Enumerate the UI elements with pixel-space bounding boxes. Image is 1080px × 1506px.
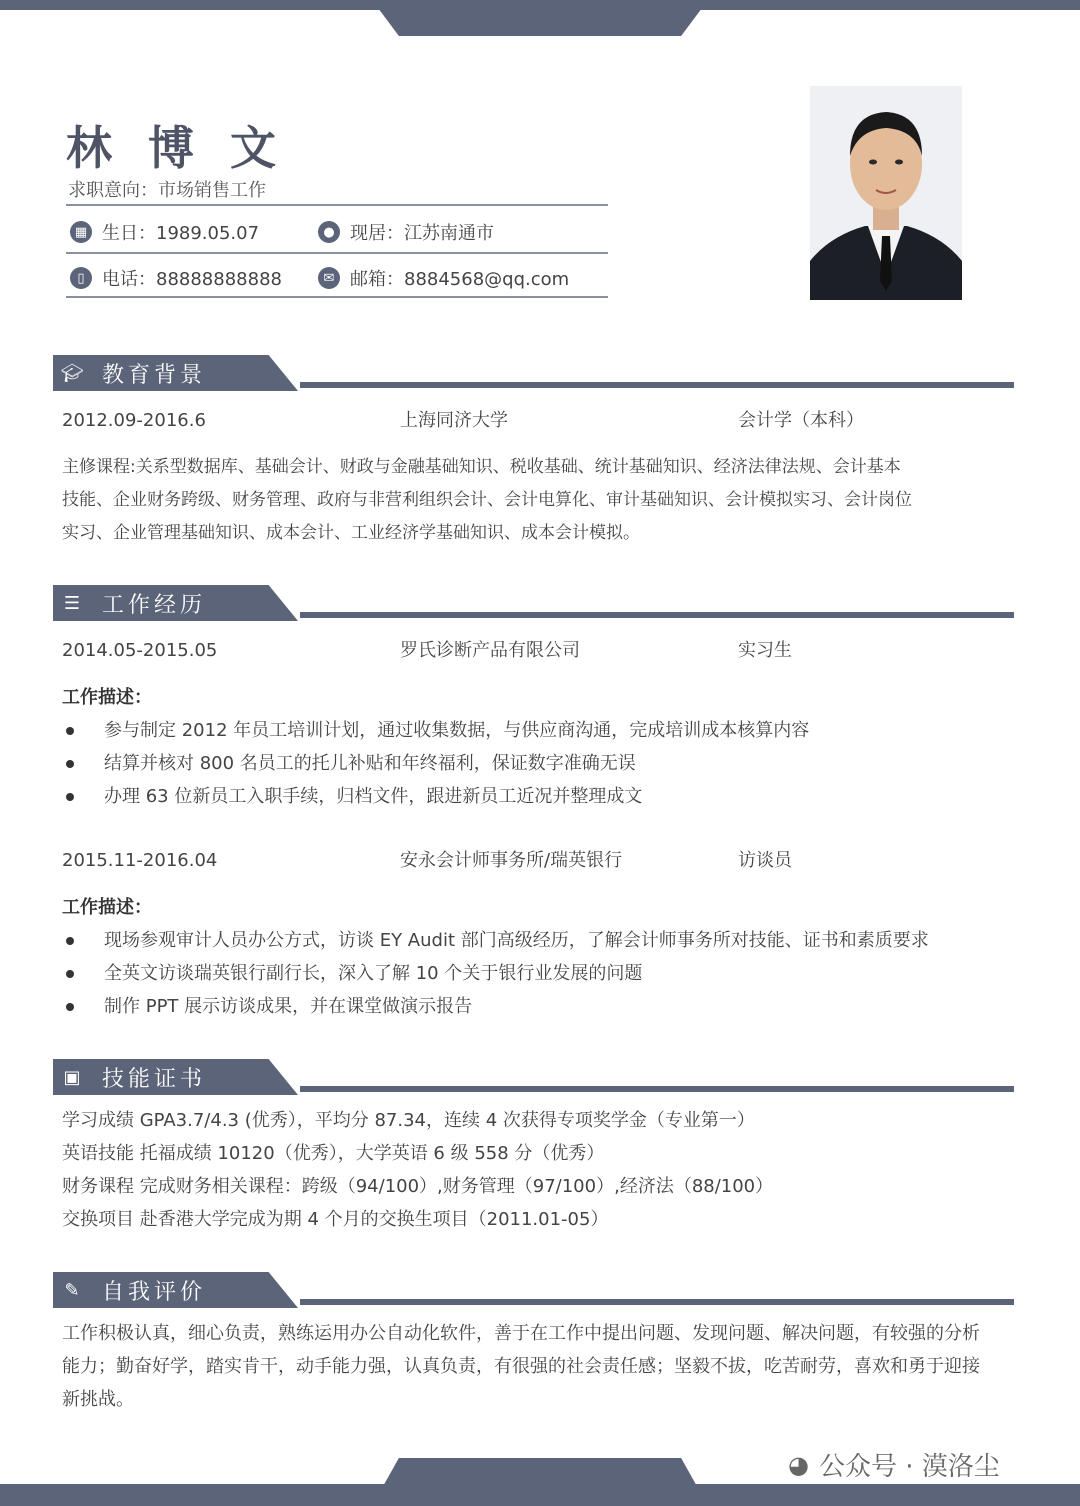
- list-item: [62, 747, 809, 780]
- location-icon: ●: [318, 221, 340, 243]
- email-info: [318, 265, 569, 291]
- list-item: [62, 990, 929, 1023]
- skill-line: 交换项目 赴香港大学完成为期 4 个月的交换生项目（2011.01-05）: [62, 1209, 609, 1230]
- phone-info: [70, 265, 282, 291]
- job-items: [62, 714, 809, 813]
- watermark: [788, 1446, 1000, 1483]
- self-header: [60, 1275, 206, 1306]
- bottom-decor-bar: [0, 1484, 1080, 1506]
- section-rule: [300, 612, 1014, 618]
- job-period: 2015.11-2016.04: [62, 850, 218, 871]
- section-title: 工作经历: [102, 593, 207, 618]
- section-title: 技能证书: [102, 1067, 207, 1092]
- residence-info: [318, 219, 494, 245]
- candidate-name: 林 博 文: [66, 121, 287, 175]
- bullet-dot: [66, 1003, 74, 1011]
- wechat-icon: ◕: [788, 1450, 809, 1479]
- divider: [66, 252, 608, 254]
- bullet-dot: [66, 727, 74, 735]
- residence-text: 现居：江苏南通市: [350, 223, 494, 244]
- birth-info: [70, 219, 259, 245]
- person-list-icon: ☰: [63, 593, 85, 614]
- list-item: [62, 780, 809, 813]
- job-items: [62, 924, 929, 1023]
- mail-icon: ✉: [318, 267, 340, 289]
- job-role: 实习生: [738, 640, 792, 661]
- section-rule: [300, 1299, 1014, 1305]
- item-text: 参与制定 2012 年员工培训计划，通过收集数据，与供应商沟通，完成培训成本核算内容: [104, 720, 810, 741]
- self-line: 新挑战。: [62, 1389, 134, 1410]
- item-text: 结算并核对 800 名员工的托儿补贴和年终福利，保证数字准确无误: [104, 753, 636, 774]
- phone-icon: ▯: [70, 267, 92, 289]
- self-eval: [62, 1317, 980, 1416]
- list-item: [62, 714, 809, 747]
- edu-major: 会计学（本科）: [738, 410, 864, 431]
- skill-line: 学习成绩 GPA3.7/4.3 (优秀），平均分 87.34，连续 4 次获得专项奖学金（专业第一）: [62, 1110, 755, 1131]
- skills-header: [60, 1062, 206, 1093]
- bullet-dot: [66, 793, 74, 801]
- calendar-icon: ▦: [70, 221, 92, 243]
- section-title: 自我评价: [102, 1280, 207, 1305]
- top-decor-tab: [372, 0, 708, 36]
- list-item: [62, 924, 929, 957]
- birth-text: 生日：1989.05.07: [102, 223, 260, 244]
- phone-text: 电话：88888888888: [102, 269, 282, 290]
- profile-photo: [810, 86, 962, 300]
- job-company: 安永会计师事务所/瑞英银行: [400, 850, 623, 871]
- education-header: [60, 358, 206, 389]
- item-text: 制作 PPT 展示访谈成果，并在课堂做演示报告: [104, 996, 473, 1017]
- edu-courses: [62, 451, 912, 550]
- divider: [66, 204, 608, 206]
- course-line: 主修课程:关系型数据库、基础会计、财政与金融基础知识、税收基础、统计基础知识、经济法律法规、会计基本: [62, 457, 901, 477]
- bullet-dot: [66, 937, 74, 945]
- job-intent: 求职意向：市场销售工作: [68, 180, 266, 201]
- graduation-cap-icon: 🎓︎: [60, 363, 88, 384]
- self-line: 工作积极认真，细心负责，熟练运用办公自动化软件，善于在工作中提出问题、发现问题、解决问题，有较强的分析: [62, 1323, 980, 1344]
- item-text: 办理 63 位新员工入职手续，归档文件，跟进新员工近况并整理成文: [104, 786, 643, 807]
- job-role: 访谈员: [738, 850, 792, 871]
- skill-line: 财务课程 完成财务相关课程：跨级（94/100）,财务管理（97/100）,经济法（88/100）: [62, 1176, 774, 1197]
- bullet-dot: [66, 970, 74, 978]
- section-rule: [300, 382, 1014, 388]
- watermark-text: 公众号 · 漠洛尘: [818, 1452, 1000, 1482]
- certificate-icon: ▣: [63, 1067, 85, 1088]
- divider: [66, 296, 608, 298]
- edu-school: 上海同济大学: [400, 410, 508, 431]
- item-text: 全英文访谈瑞英银行副行长，深入了解 10 个关于银行业发展的问题: [104, 963, 643, 984]
- bullet-dot: [66, 760, 74, 768]
- section-rule: [300, 1086, 1014, 1092]
- edu-period: 2012.09-2016.6: [62, 410, 206, 431]
- work-header: [60, 588, 206, 619]
- self-line: 能力；勤奋好学，踏实肯干，动手能力强，认真负责，有很强的社会责任感；坚毅不拔，吃苦耐劳，喜欢和勇于迎接: [62, 1356, 980, 1377]
- job-company: 罗氏诊断产品有限公司: [400, 640, 580, 661]
- email-text: 邮箱：8884568@qq.com: [350, 269, 570, 290]
- job-desc-label: 工作描述：: [62, 897, 152, 918]
- edit-icon: ✎: [64, 1280, 84, 1301]
- section-title: 教育背景: [102, 363, 207, 388]
- job-desc-label: 工作描述：: [62, 687, 152, 708]
- course-line: 技能、企业财务跨级、财务管理、政府与非营利组织会计、会计电算化、审计基础知识、会计模拟实习、会计岗位: [62, 490, 912, 510]
- job-period: 2014.05-2015.05: [62, 640, 218, 661]
- item-text: 现场参观审计人员办公方式，访谈 EY Audit 部门高级经历，了解会计师事务所对技能、证书和素质要求: [104, 930, 929, 951]
- skills-list: [62, 1104, 773, 1236]
- course-line: 实习、企业管理基础知识、成本会计、工业经济学基础知识、成本会计模拟。: [62, 523, 640, 543]
- skill-line: 英语技能 托福成绩 10120（优秀），大学英语 6 级 558 分（优秀）: [62, 1143, 605, 1164]
- list-item: [62, 957, 929, 990]
